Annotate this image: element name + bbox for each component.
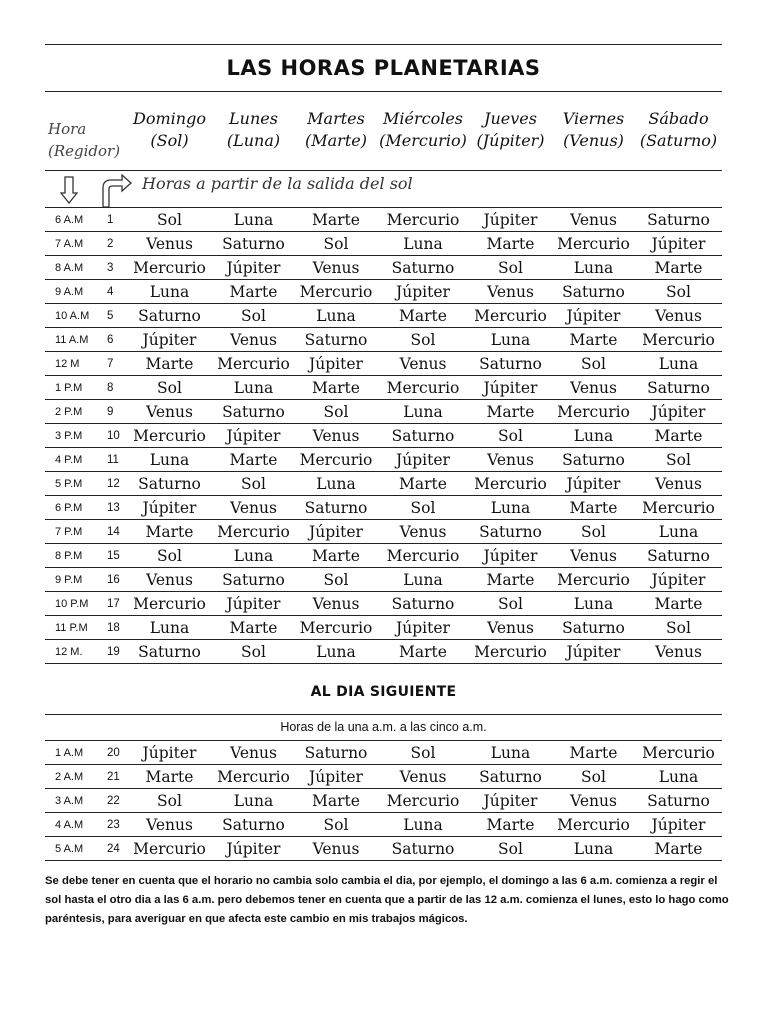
hour-cell: 1 P.M: [45, 376, 105, 400]
planet-cell: Venus: [552, 376, 635, 400]
planet-cell: Marte: [635, 256, 722, 280]
planet-cell: Sol: [377, 496, 469, 520]
planet-cell: Venus: [127, 400, 212, 424]
planet-cell: Saturno: [635, 208, 722, 232]
planet-cell: Luna: [635, 765, 722, 789]
hour-number-cell: 10: [105, 424, 127, 448]
day-header: [295, 108, 377, 152]
table-row: [45, 304, 722, 328]
planet-cell: Venus: [212, 328, 295, 352]
planet-cell: Sol: [127, 544, 212, 568]
table-row: [45, 837, 722, 861]
planet-cell: Mercurio: [552, 232, 635, 256]
hour-number-cell: 23: [105, 813, 127, 837]
planet-cell: Venus: [552, 544, 635, 568]
planet-cell: Venus: [377, 765, 469, 789]
planet-cell: Marte: [469, 568, 552, 592]
hour-cell: 7 A.M: [45, 232, 105, 256]
planet-cell: Venus: [635, 472, 722, 496]
planet-cell: Mercurio: [377, 208, 469, 232]
planet-cell: Luna: [377, 813, 469, 837]
planet-cell: Luna: [212, 208, 295, 232]
planet-cell: Sol: [212, 472, 295, 496]
bent-arrow-icon: [100, 174, 132, 208]
planet-cell: Júpiter: [469, 544, 552, 568]
planet-cell: Luna: [127, 448, 212, 472]
planet-cell: Saturno: [635, 376, 722, 400]
planet-cell: Mercurio: [552, 400, 635, 424]
page-title: LAS HORAS PLANETARIAS: [226, 56, 541, 80]
day-ruler: (Venus): [563, 131, 624, 150]
planet-cell: Luna: [469, 328, 552, 352]
hour-number-cell: 4: [105, 280, 127, 304]
planet-cell: Saturno: [635, 789, 722, 813]
planet-cell: Venus: [635, 640, 722, 664]
planet-cell: Mercurio: [127, 256, 212, 280]
planet-cell: Sol: [295, 400, 377, 424]
planet-cell: Marte: [377, 472, 469, 496]
table-row: [45, 520, 722, 544]
hour-number-cell: 18: [105, 616, 127, 640]
planet-cell: Marte: [127, 765, 212, 789]
planet-cell: Sol: [469, 424, 552, 448]
planet-cell: Marte: [552, 741, 635, 765]
hour-number-cell: 22: [105, 789, 127, 813]
planet-cell: Marte: [635, 424, 722, 448]
planet-cell: Sol: [635, 616, 722, 640]
day-header: [635, 108, 722, 152]
day-name: Miércoles: [382, 109, 463, 128]
planet-cell: Mercurio: [635, 741, 722, 765]
next-day-table: [45, 741, 722, 861]
planet-cell: Mercurio: [552, 813, 635, 837]
hour-number-cell: 13: [105, 496, 127, 520]
day-name: Lunes: [229, 109, 278, 128]
planet-cell: Saturno: [295, 328, 377, 352]
planet-cell: Venus: [127, 813, 212, 837]
day-ruler: (Saturno): [639, 131, 718, 150]
planet-cell: Luna: [212, 789, 295, 813]
hour-number-cell: 24: [105, 837, 127, 861]
day-name: Sábado: [648, 109, 709, 128]
title-rule: [45, 91, 722, 92]
hour-cell: 10 P.M: [45, 592, 105, 616]
planet-cell: Luna: [635, 520, 722, 544]
planet-cell: Marte: [127, 352, 212, 376]
planet-cell: Sol: [377, 741, 469, 765]
hora-header: [48, 118, 126, 162]
hour-cell: 11 P.M: [45, 616, 105, 640]
day-ruler: (Luna): [226, 131, 281, 150]
table-row: [45, 472, 722, 496]
planet-cell: Júpiter: [212, 424, 295, 448]
table-row: [45, 640, 722, 664]
planet-cell: Sol: [295, 568, 377, 592]
header-rule: [45, 170, 722, 171]
planet-cell: Mercurio: [377, 544, 469, 568]
planet-cell: Saturno: [552, 280, 635, 304]
planet-cell: Marte: [212, 448, 295, 472]
table-row: [45, 448, 722, 472]
table-row: [45, 544, 722, 568]
planet-cell: Venus: [635, 304, 722, 328]
planet-cell: Saturno: [212, 232, 295, 256]
planet-cell: Sol: [552, 352, 635, 376]
hour-number-cell: 11: [105, 448, 127, 472]
planet-cell: Venus: [552, 789, 635, 813]
planet-cell: Saturno: [295, 496, 377, 520]
planet-cell: Venus: [552, 208, 635, 232]
table-row: [45, 789, 722, 813]
hour-number-cell: 2: [105, 232, 127, 256]
planet-cell: Venus: [377, 520, 469, 544]
planet-cell: Luna: [127, 616, 212, 640]
planet-cell: Saturno: [377, 424, 469, 448]
planet-cell: Saturno: [635, 544, 722, 568]
planet-cell: Marte: [469, 813, 552, 837]
hour-number-cell: 16: [105, 568, 127, 592]
hour-number-cell: 9: [105, 400, 127, 424]
planet-cell: Saturno: [127, 640, 212, 664]
hour-cell: 10 A.M: [45, 304, 105, 328]
planet-cell: Júpiter: [635, 400, 722, 424]
planet-cell: Júpiter: [212, 837, 295, 861]
hour-cell: 12 M: [45, 352, 105, 376]
table-row: [45, 328, 722, 352]
planet-cell: Júpiter: [469, 376, 552, 400]
planet-cell: Marte: [127, 520, 212, 544]
hour-cell: 2 A.M: [45, 765, 105, 789]
planet-cell: Mercurio: [212, 765, 295, 789]
planet-cell: Júpiter: [377, 448, 469, 472]
table-row: [45, 208, 722, 232]
planet-cell: Marte: [295, 376, 377, 400]
planet-cell: Marte: [469, 400, 552, 424]
planet-cell: Júpiter: [127, 496, 212, 520]
planet-cell: Luna: [552, 424, 635, 448]
table-row: [45, 592, 722, 616]
planet-cell: Júpiter: [295, 352, 377, 376]
planet-cell: Venus: [212, 496, 295, 520]
planet-cell: Saturno: [212, 813, 295, 837]
planet-cell: Mercurio: [212, 520, 295, 544]
planet-cell: Júpiter: [635, 813, 722, 837]
planet-cell: Júpiter: [635, 568, 722, 592]
planet-cell: Sol: [295, 232, 377, 256]
footnote: Se debe tener en cuenta que el horario no cambia solo cambia el dia, por ejemplo, el domingo a las 6 a.m. comienza a regir el sol hasta el otro dia a las 6 a.m. pero debemos tener en cuenta que a partir de las 12 a.m. comienza el lunes, esto lo hago como paréntesis, para averiguar en que afecta este cambio en mis trabajos mágicos.: [45, 875, 729, 925]
planet-cell: Venus: [127, 232, 212, 256]
next-day-title: AL DIA SIGUIENTE: [310, 684, 457, 700]
hour-cell: 5 A.M: [45, 837, 105, 861]
planet-cell: Marte: [295, 208, 377, 232]
day-name: Viernes: [562, 109, 625, 128]
planet-cell: Júpiter: [552, 304, 635, 328]
table-row: [45, 813, 722, 837]
planet-cell: Sol: [469, 256, 552, 280]
planet-cell: Saturno: [212, 568, 295, 592]
planet-cell: Luna: [377, 232, 469, 256]
planet-cell: Luna: [212, 376, 295, 400]
hour-cell: 6 P.M: [45, 496, 105, 520]
planet-cell: Mercurio: [127, 592, 212, 616]
hour-cell: 9 A.M: [45, 280, 105, 304]
hour-number-cell: 5: [105, 304, 127, 328]
planet-cell: Sol: [212, 640, 295, 664]
hour-number-cell: 3: [105, 256, 127, 280]
planet-cell: Mercurio: [377, 789, 469, 813]
hour-number-cell: 14: [105, 520, 127, 544]
planet-cell: Júpiter: [127, 741, 212, 765]
planet-cell: Saturno: [469, 352, 552, 376]
planet-cell: Júpiter: [127, 328, 212, 352]
hour-cell: 11 A.M: [45, 328, 105, 352]
planet-cell: Mercurio: [295, 616, 377, 640]
planet-cell: Mercurio: [377, 376, 469, 400]
planet-cell: Júpiter: [635, 232, 722, 256]
planet-cell: Venus: [469, 448, 552, 472]
table-row: [45, 352, 722, 376]
hour-number-cell: 15: [105, 544, 127, 568]
planet-cell: Luna: [377, 400, 469, 424]
day-header: [469, 108, 552, 152]
planet-cell: Venus: [127, 568, 212, 592]
planet-cell: Saturno: [127, 304, 212, 328]
planet-cell: Mercurio: [469, 472, 552, 496]
day-name: Jueves: [484, 109, 537, 128]
planet-cell: Mercurio: [295, 280, 377, 304]
table-row: [45, 376, 722, 400]
planet-cell: Sol: [552, 765, 635, 789]
table-row: [45, 741, 722, 765]
planet-cell: Marte: [552, 328, 635, 352]
planet-cell: Saturno: [295, 741, 377, 765]
hour-number-cell: 21: [105, 765, 127, 789]
planet-cell: Saturno: [469, 520, 552, 544]
planet-cell: Marte: [635, 837, 722, 861]
day-header: [212, 108, 295, 152]
day-name: Domingo: [133, 109, 206, 128]
hour-cell: 12 M.: [45, 640, 105, 664]
planet-cell: Luna: [469, 496, 552, 520]
planet-cell: Mercurio: [127, 424, 212, 448]
hour-number-cell: 8: [105, 376, 127, 400]
planet-cell: Saturno: [552, 616, 635, 640]
planet-cell: Venus: [295, 424, 377, 448]
planet-cell: Sol: [635, 448, 722, 472]
planet-cell: Marte: [212, 616, 295, 640]
hour-cell: 6 A.M: [45, 208, 105, 232]
planet-cell: Luna: [127, 280, 212, 304]
hour-cell: 5 P.M: [45, 472, 105, 496]
hour-cell: 1 A.M: [45, 741, 105, 765]
table-row: [45, 765, 722, 789]
planet-cell: Sol: [377, 328, 469, 352]
day-ruler: (Mercurio): [379, 131, 467, 150]
day-header: [552, 108, 635, 152]
table-row: [45, 616, 722, 640]
next-day-caption: Horas de la una a.m. a las cinco a.m.: [280, 720, 487, 734]
planet-cell: Sol: [552, 520, 635, 544]
planet-cell: Venus: [469, 616, 552, 640]
hour-cell: 4 A.M: [45, 813, 105, 837]
planet-cell: Sol: [127, 789, 212, 813]
planet-cell: Mercurio: [635, 328, 722, 352]
table-row: [45, 496, 722, 520]
planet-cell: Sol: [469, 837, 552, 861]
planet-cell: Venus: [212, 741, 295, 765]
planet-cell: Sol: [295, 813, 377, 837]
hora-header-line1: Hora: [48, 120, 87, 138]
hour-cell: 3 P.M: [45, 424, 105, 448]
day-name: Martes: [307, 109, 365, 128]
planet-cell: Júpiter: [295, 765, 377, 789]
planet-cell: Marte: [377, 304, 469, 328]
planet-cell: Júpiter: [377, 616, 469, 640]
planet-cell: Júpiter: [295, 520, 377, 544]
planet-cell: Luna: [469, 741, 552, 765]
planet-cell: Venus: [295, 837, 377, 861]
planet-cell: Saturno: [377, 837, 469, 861]
planet-cell: Saturno: [212, 400, 295, 424]
hour-cell: 4 P.M: [45, 448, 105, 472]
planet-cell: Júpiter: [377, 280, 469, 304]
hour-number-cell: 12: [105, 472, 127, 496]
hour-number-cell: 1: [105, 208, 127, 232]
day-header: [127, 108, 212, 152]
planet-cell: Marte: [552, 496, 635, 520]
planet-cell: Saturno: [377, 592, 469, 616]
planet-cell: Marte: [469, 232, 552, 256]
planet-cell: Marte: [295, 789, 377, 813]
planet-cell: Marte: [377, 640, 469, 664]
next-day-rule: [45, 714, 722, 715]
hour-cell: 2 P.M: [45, 400, 105, 424]
table-row: [45, 280, 722, 304]
table-row: [45, 568, 722, 592]
planet-cell: Júpiter: [469, 208, 552, 232]
planet-cell: Venus: [295, 592, 377, 616]
planet-cell: Venus: [377, 352, 469, 376]
arrow-down-icon: [60, 176, 78, 204]
planet-cell: Saturno: [127, 472, 212, 496]
table-row: [45, 424, 722, 448]
planet-cell: Luna: [212, 544, 295, 568]
planet-cell: Luna: [552, 592, 635, 616]
day-ruler: (Júpiter): [476, 131, 545, 150]
horas-note: Horas a partir de la salida del sol: [142, 174, 413, 193]
planet-cell: Saturno: [469, 765, 552, 789]
planet-cell: Sol: [127, 376, 212, 400]
planet-cell: Mercurio: [212, 352, 295, 376]
planet-cell: Venus: [469, 280, 552, 304]
day-ruler: (Marte): [305, 131, 367, 150]
planet-cell: Luna: [552, 837, 635, 861]
planet-cell: Mercurio: [127, 837, 212, 861]
planet-cell: Saturno: [552, 448, 635, 472]
planet-cell: Luna: [295, 640, 377, 664]
planet-cell: Sol: [635, 280, 722, 304]
planet-cell: Luna: [552, 256, 635, 280]
hour-number-cell: 17: [105, 592, 127, 616]
table-row: [45, 232, 722, 256]
hour-number-cell: 19: [105, 640, 127, 664]
hora-header-line2: (Regidor): [48, 142, 121, 160]
top-rule: [45, 44, 722, 45]
planet-cell: Sol: [127, 208, 212, 232]
hour-number-cell: 7: [105, 352, 127, 376]
day-header: [377, 108, 469, 152]
planet-cell: Júpiter: [212, 592, 295, 616]
planet-cell: Marte: [295, 544, 377, 568]
planet-cell: Mercurio: [469, 640, 552, 664]
hour-cell: 9 P.M: [45, 568, 105, 592]
day-ruler: (Sol): [150, 131, 189, 150]
planet-cell: Marte: [635, 592, 722, 616]
hour-cell: 8 P.M: [45, 544, 105, 568]
hour-number-cell: 6: [105, 328, 127, 352]
planet-cell: Venus: [295, 256, 377, 280]
planet-cell: Júpiter: [552, 472, 635, 496]
planet-cell: Luna: [295, 304, 377, 328]
planet-cell: Saturno: [377, 256, 469, 280]
planet-cell: Júpiter: [469, 789, 552, 813]
planet-cell: Marte: [212, 280, 295, 304]
planet-cell: Júpiter: [212, 256, 295, 280]
hour-number-cell: 20: [105, 741, 127, 765]
hours-table: [45, 208, 722, 664]
planet-cell: Luna: [295, 472, 377, 496]
hour-cell: 3 A.M: [45, 789, 105, 813]
table-row: [45, 256, 722, 280]
planet-cell: Sol: [212, 304, 295, 328]
planet-cell: Luna: [377, 568, 469, 592]
planet-cell: Mercurio: [635, 496, 722, 520]
planet-cell: Júpiter: [552, 640, 635, 664]
planet-cell: Mercurio: [552, 568, 635, 592]
planet-cell: Luna: [635, 352, 722, 376]
table-row: [45, 400, 722, 424]
hour-cell: 7 P.M: [45, 520, 105, 544]
planet-cell: Mercurio: [295, 448, 377, 472]
planet-cell: Sol: [469, 592, 552, 616]
planet-cell: Mercurio: [469, 304, 552, 328]
hour-cell: 8 A.M: [45, 256, 105, 280]
